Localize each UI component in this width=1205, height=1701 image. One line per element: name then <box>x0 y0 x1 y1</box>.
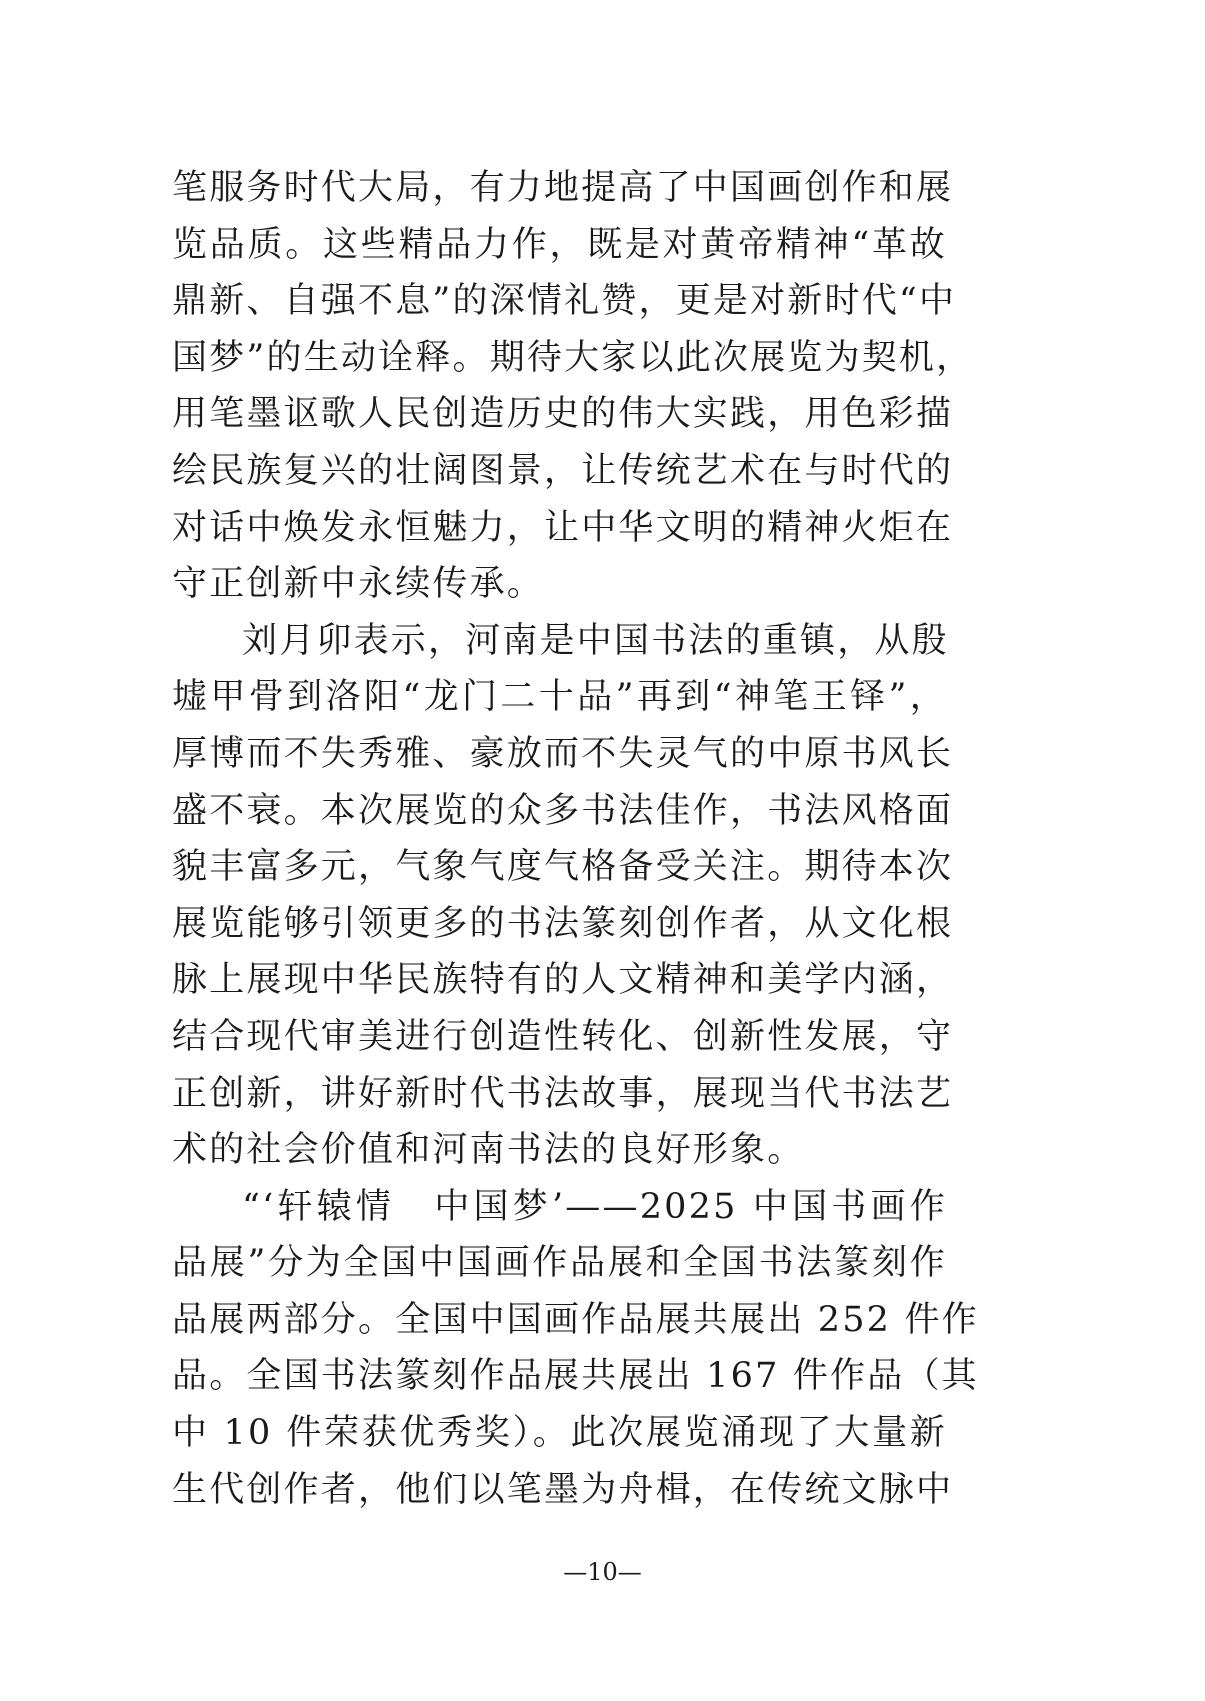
text-line: 貌丰富多元，气象气度气格备受关注。期待本次 <box>172 847 954 888</box>
text-line: 览品质。这些精品力作，既是对黄帝精神“革故 <box>172 224 947 265</box>
text-line: 品展两部分。全国中国画作品展共展出 252 件作 <box>172 1299 979 1340</box>
text-line: 脉上展现中华民族特有的人文精神和美学内涵， <box>172 960 954 1001</box>
paragraph <box>172 1179 979 1519</box>
text-line: 守正创新中永续传承。 <box>172 564 545 605</box>
text-line: 正创新，讲好新时代书法故事，展现当代书法艺 <box>172 1073 954 1114</box>
page-number: —10— <box>563 1558 642 1586</box>
text-line: 术的社会价值和河南书法的良好形象。 <box>172 1130 805 1171</box>
text-line: 刘月卯表示，河南是中国书法的重镇，从殷 <box>242 620 949 661</box>
text-line: 国梦”的生动诠释。期待大家以此次展览为契机， <box>172 337 974 378</box>
text-line: 绘民族复兴的壮阔图景，让传统艺术在与时代的 <box>172 450 954 491</box>
text-line: 鼎新、自强不息”的深情礼赞，更是对新时代“中 <box>172 281 957 322</box>
text-line: 中 10 件荣获优秀奖）。此次展览涌现了大量新 <box>172 1413 947 1454</box>
text-line: “‘轩辕情 中国梦’——2025 中国书画作 <box>242 1186 947 1227</box>
text-line: 厚博而不失秀雅、豪放而不失灵气的中原书风长 <box>172 733 954 774</box>
text-line: 用笔墨讴歌人民创造历史的伟大实践，用色彩描 <box>172 394 954 435</box>
paragraph <box>172 160 974 613</box>
text-line: 生代创作者，他们以笔墨为舟楫，在传统文脉中 <box>172 1469 954 1510</box>
text-line: 品。全国书法篆刻作品展共展出 167 件作品（其 <box>172 1356 979 1397</box>
body-text <box>172 160 979 1518</box>
text-line: 品展”分为全国中国画作品展和全国书法篆刻作 <box>172 1243 947 1284</box>
paragraph <box>172 613 954 1179</box>
text-line: 笔服务时代大局，有力地提高了中国画创作和展 <box>172 168 954 208</box>
text-line: 展览能够引领更多的书法篆刻创作者，从文化根 <box>172 903 954 944</box>
text-line: 盛不衰。本次展览的众多书法佳作，书法风格面 <box>172 790 954 831</box>
text-line: 墟甲骨到洛阳“龙门二十品”再到“神笔王铎”， <box>172 677 947 718</box>
text-line: 结合现代审美进行创造性转化、创新性发展，守 <box>172 1016 954 1057</box>
text-line: 对话中焕发永恒魅力，让中华文明的精神火炬在 <box>172 507 954 548</box>
